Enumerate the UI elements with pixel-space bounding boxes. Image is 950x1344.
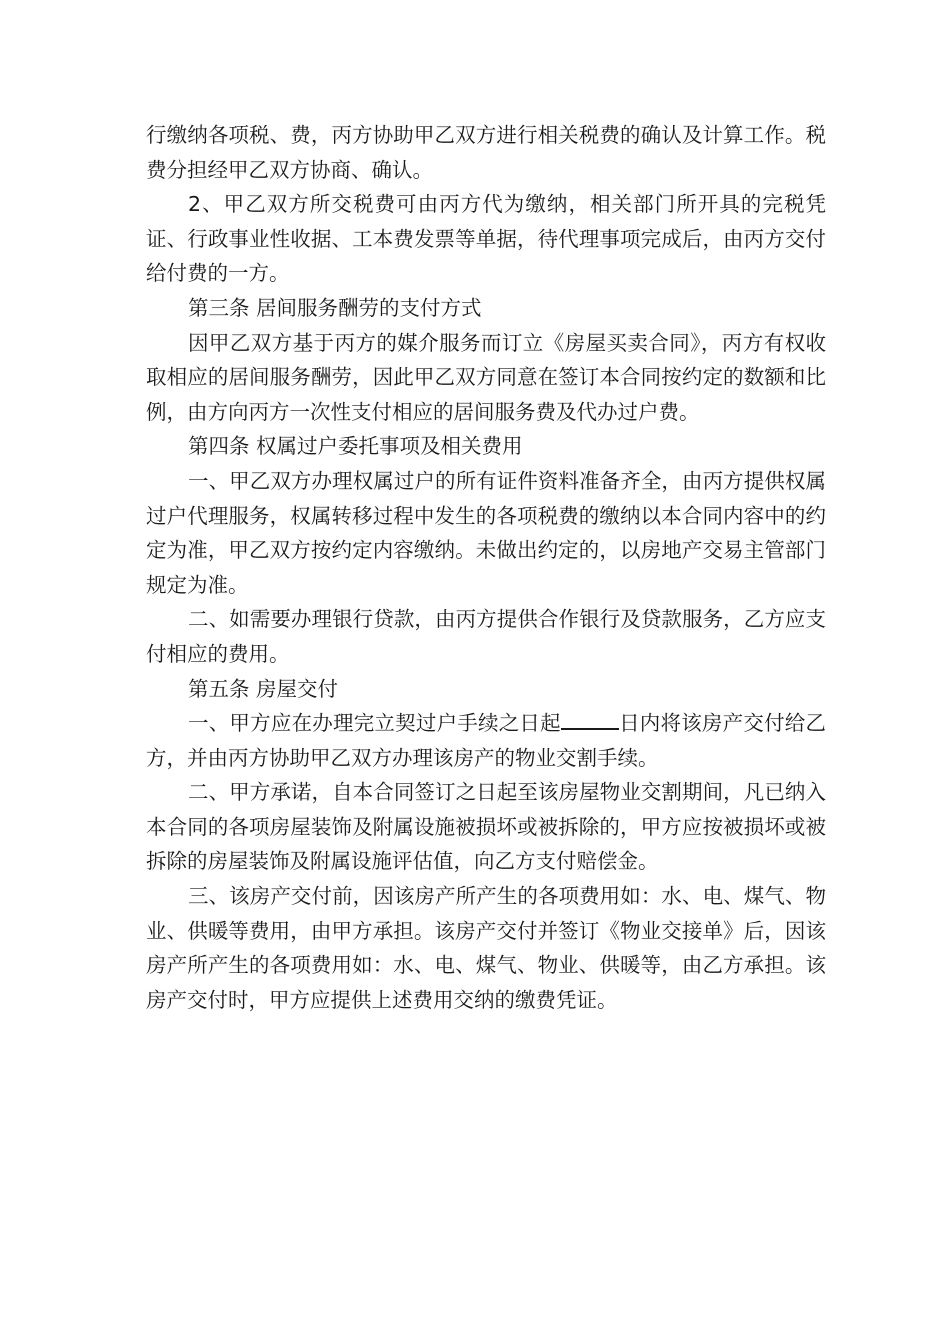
paragraph-transfer-documents: 一、甲乙双方办理权属过户的所有证件资料准备齐全，由丙方提供权属过户代理服务，权属转移过程中发生的各项税费的缴纳以本合同内容中的约定为准，甲乙双方按约定内容缴纳。未做出约定的，以房地产交易主管部门规定为准。 — [146, 468, 826, 597]
heading-article-3: 第三条 居间服务酬劳的支付方式 — [188, 295, 482, 320]
heading-article-5: 第五条 房屋交付 — [188, 676, 339, 701]
handover-text-end: 日内将该房产交付给乙方，并由丙方协助甲乙双方办理该房产的物业交割手续。 — [146, 711, 827, 770]
paragraph-handover-deadline — [146, 706, 826, 775]
paragraph-damage-compensation: 二、甲方承诺，自本合同签订之日起至该房屋物业交割期间，凡已纳入本合同的各项房屋装饰及附属设施被损坏或被拆除的，甲方应按被损坏或被拆除的房屋装饰及附属设施评估值，向乙方支付赔偿金。 — [146, 780, 826, 874]
handover-text-start: 一、甲方应在办理完立契过户手续之日起 — [188, 711, 561, 736]
paragraph-service-fee: 因甲乙双方基于丙方的媒介服务而订立《房屋买卖合同》，丙方有权收取相应的居间服务酬劳，因此甲乙双方同意在签订本合同按约定的数额和比例，由方向丙方一次性支付相应的居间服务费及代办过户费。 — [146, 330, 826, 424]
document-body — [146, 118, 826, 1017]
heading-article-4: 第四条 权属过户委托事项及相关费用 — [188, 434, 523, 459]
days-blank-field — [561, 708, 619, 730]
paragraph-utility-fees: 三、该房产交付前，因该房产所产生的各项费用如：水、电、煤气、物业、供暖等费用，由甲方承担。该房产交付并签订《物业交接单》后，因该房产所产生的各项费用如：水、电、煤气、物业、供暖等，由乙方承担。该房产交付时，甲方应提供上述费用交纳的缴费凭证。 — [146, 884, 826, 1012]
paragraph-bank-loan: 二、如需要办理银行贷款，由丙方提供合作银行及贷款服务，乙方应支付相应的费用。 — [146, 607, 826, 666]
paragraph-tax-payment: 2、甲乙双方所交税费可由丙方代为缴纳，相关部门所开具的完税凭证、行政事业性收据、工本费发票等单据，待代理事项完成后，由丙方交付给付费的一方。 — [146, 192, 826, 286]
paragraph-tax-continued: 行缴纳各项税、费，丙方协助甲乙双方进行相关税费的确认及计算工作。税费分担经甲乙双方协商、确认。 — [146, 123, 826, 182]
